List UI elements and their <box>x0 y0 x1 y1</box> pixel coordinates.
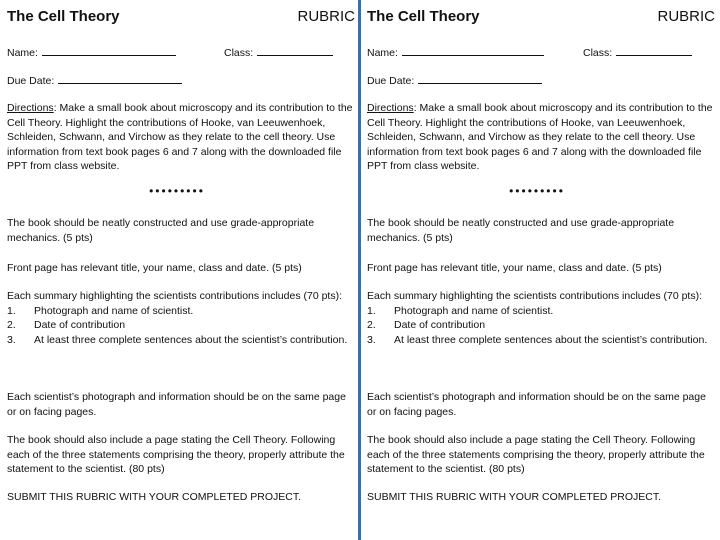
criterion-neat: The book should be neatly constructed and use grade-appropriate mechanics. (5 pts) <box>367 217 675 244</box>
summary-list <box>7 304 353 348</box>
directions-text: : Make a small book about microscopy and its contribution to the Cell Theory. Highlight the contributions of Hooke, van Leeuwenhoek, Schleiden, Schwann, and Virchow as they relate to the cell theory. Use information from text book pages 6 and 7 along with the downloaded file PPT from class website. <box>367 102 713 172</box>
directions-label: Directions <box>367 102 414 114</box>
criterion-neat: The book should be neatly constructed and use grade-appropriate mechanics. (5 pts) <box>7 217 315 244</box>
class-label: Class: <box>224 47 254 59</box>
name-label: Name: <box>367 47 398 59</box>
criterion-cell-theory: The book should also include a page stating the Cell Theory. Following each of the three statements comprising the theory, properly attribute the statement to the scientist. (80 pts) <box>367 434 705 475</box>
name-label: Name: <box>7 47 38 59</box>
submit-note: SUBMIT THIS RUBRIC WITH YOUR COMPLETED PROJECT. <box>367 491 662 503</box>
class-label: Class: <box>583 47 613 59</box>
summary-intro: Each summary highlighting the scientists contributions includes (70 pts): <box>7 290 342 302</box>
name-blank <box>42 45 176 56</box>
class-blank <box>257 45 333 56</box>
rubric-left <box>7 0 359 540</box>
submit-note: SUBMIT THIS RUBRIC WITH YOUR COMPLETED PROJECT. <box>7 491 302 503</box>
separator-dots: ••••••••• <box>509 184 565 198</box>
criterion-summary <box>367 289 713 347</box>
criterion-photo: Each scientist’s photograph and information should be on the same page or on facing pages. <box>367 391 706 418</box>
name-field <box>367 45 544 59</box>
criterion-front-page: Front page has relevant title, your name, class and date. (5 pts) <box>7 262 302 274</box>
directions-text: : Make a small book about microscopy and its contribution to the Cell Theory. Highlight the contributions of Hooke, van Leeuwenhoek, Schleiden, Schwann, and Virchow as they relate to the cell theory. Use information from text book pages 6 and 7 along with the downloaded file PPT from class website. <box>7 102 353 172</box>
criterion-cell-theory: The book should also include a page stating the Cell Theory. Following each of the three statements comprising the theory, properly attribute the statement to the scientist. (80 pts) <box>7 434 345 475</box>
list-item: 2. Date of contribution <box>367 319 486 331</box>
list-item: 1. Photograph and name of scientist. <box>7 304 194 317</box>
criterion-photo: Each scientist’s photograph and information should be on the same page or on facing pages. <box>7 391 346 418</box>
due-date-field <box>7 73 182 87</box>
directions <box>367 101 713 174</box>
list-item: 3. At least three complete sentences about the scientist’s contribution. <box>7 333 348 346</box>
rubric-label: RUBRIC <box>297 8 355 25</box>
due-date-blank <box>418 73 542 84</box>
due-date-label: Due Date: <box>7 75 55 87</box>
rubric-right <box>367 0 719 540</box>
due-date-field <box>367 73 542 87</box>
name-blank <box>402 45 544 56</box>
summary-intro: Each summary highlighting the scientists contributions includes (70 pts): <box>367 290 702 302</box>
summary-list <box>367 304 713 348</box>
due-date-label: Due Date: <box>367 75 415 87</box>
page-title: The Cell Theory <box>367 8 480 25</box>
page-title: The Cell Theory <box>7 8 120 25</box>
list-item: 2. Date of contribution <box>7 319 126 331</box>
rubric-label: RUBRIC <box>657 8 715 25</box>
due-date-blank <box>58 73 182 84</box>
list-item: 3. At least three complete sentences about the scientist’s contribution. <box>367 333 708 346</box>
name-field <box>7 45 176 59</box>
list-item: 1. Photograph and name of scientist. <box>367 304 554 317</box>
separator-dots: ••••••••• <box>149 184 205 198</box>
directions <box>7 101 353 174</box>
class-field <box>224 45 333 59</box>
class-blank <box>616 45 692 56</box>
directions-label: Directions <box>7 102 54 114</box>
class-field <box>583 45 692 59</box>
criterion-summary <box>7 289 353 347</box>
criterion-front-page: Front page has relevant title, your name, class and date. (5 pts) <box>367 262 662 274</box>
